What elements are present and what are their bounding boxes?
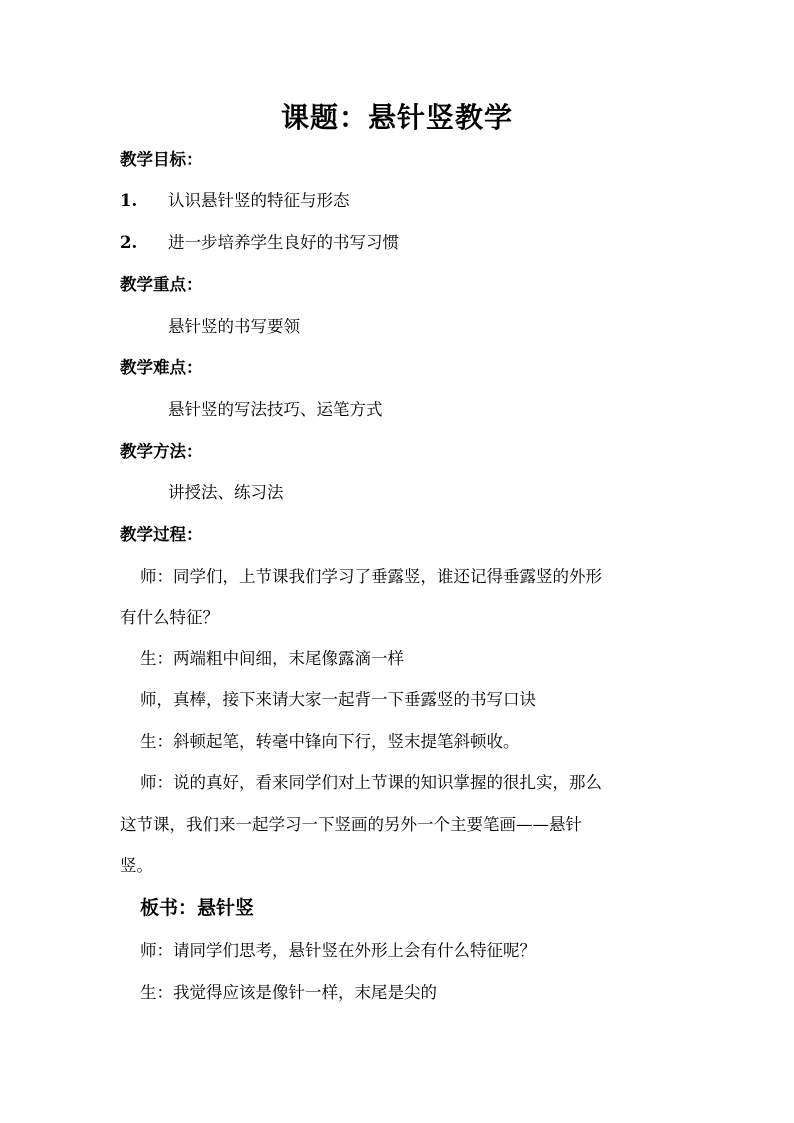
difficulties-heading: 教学难点： — [120, 358, 203, 377]
key-points-text: 悬针竖的书写要领 — [168, 317, 300, 336]
process-line-6: 师：说的真好，看来同学们对上节课的知识掌握的很扎实，那么 — [140, 773, 602, 792]
objective-item-2 — [120, 231, 399, 255]
key-points-heading: 教学重点： — [120, 275, 203, 294]
process-line-10: 生：我觉得应该是像针一样，末尾是尖的 — [140, 983, 437, 1002]
objective-text: 进一步培养学生良好的书写习惯 — [168, 233, 399, 252]
process-line-7: 这节课，我们来一起学习一下竖画的另外一个主要笔画——悬针 — [120, 815, 582, 834]
process-line-9: 师：请同学们思考，悬针竖在外形上会有什么特征呢？ — [140, 941, 536, 960]
objective-item-1 — [120, 189, 350, 213]
methods-heading: 教学方法： — [120, 442, 203, 461]
objective-number: 1. — [120, 191, 138, 210]
difficulties-text: 悬针竖的写法技巧、运笔方式 — [168, 400, 383, 419]
process-line-4: 师，真棒，接下来请大家一起背一下垂露竖的书写口诀 — [140, 690, 536, 709]
lesson-title: 课题：悬针竖教学 — [280, 101, 513, 134]
process-line-1: 师：同学们，上节课我们学习了垂露竖，谁还记得垂露竖的外形 — [140, 567, 602, 586]
methods-text: 讲授法、练习法 — [168, 483, 284, 502]
process-line-3: 生：两端粗中间细，末尾像露滴一样 — [140, 649, 404, 668]
process-heading: 教学过程： — [120, 525, 203, 544]
board-writing: 板书：悬针竖 — [140, 897, 255, 919]
objective-text: 认识悬针竖的特征与形态 — [168, 191, 350, 210]
process-line-2: 有什么特征？ — [120, 608, 219, 627]
process-line-8: 竖。 — [120, 856, 153, 875]
objectives-heading: 教学目标： — [120, 150, 203, 169]
objective-number: 2. — [120, 233, 138, 252]
process-line-5: 生：斜顿起笔，转毫中锋向下行，竖末提笔斜顿收。 — [140, 732, 520, 751]
